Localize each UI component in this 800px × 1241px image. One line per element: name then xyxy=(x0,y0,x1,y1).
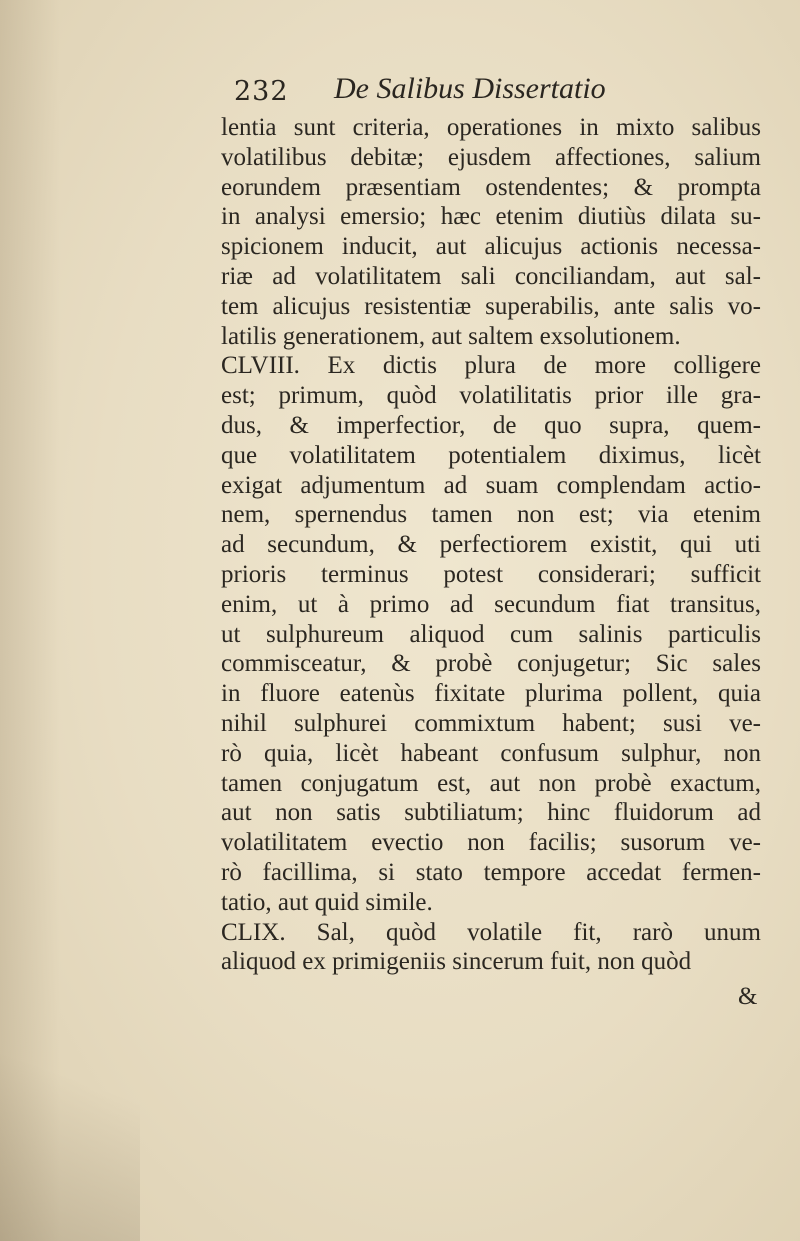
text-line: que volatilitatem potentialem diximus, licèt xyxy=(221,441,761,469)
text-line: tem alicujus resistentiæ superabilis, ante salis vo- xyxy=(221,292,761,320)
text-line: eorundem præsentiam ostendentes; & prompta xyxy=(221,173,761,201)
body-text xyxy=(221,113,761,977)
text-line: spicionem inducit, aut alicujus actionis necessa- xyxy=(221,233,761,261)
text-line: exigat adjumentum ad suam complendam actio- xyxy=(221,471,761,499)
page-number: 232 xyxy=(234,76,289,107)
text-line: prioris terminus potest considerari; sufficit xyxy=(221,560,761,588)
text-line: dus, & imperfectior, de quo supra, quem- xyxy=(221,411,761,439)
text-line: nihil sulphurei commixtum habent; susi ve- xyxy=(221,709,761,737)
text-line: riæ ad volatilitatem sali conciliandam, aut sal- xyxy=(221,262,761,290)
catchword: & xyxy=(738,983,758,1010)
page-corner-shadow xyxy=(0,1021,140,1241)
text-line: rò quia, licèt habeant confusum sulphur, non xyxy=(221,739,761,767)
text-line: enim, ut à primo ad secundum fiat transitus, xyxy=(221,590,761,618)
text-line: CLIX. Sal, quòd volatile fit, rarò unum xyxy=(221,918,761,946)
running-title: De Salibus Dissertatio xyxy=(334,72,606,105)
text-line: lentia sunt criteria, operationes in mixto salibus xyxy=(221,114,761,141)
text-line: in fluore eatenùs fixitate plurima pollent, quia xyxy=(221,680,761,708)
page-header xyxy=(234,72,714,112)
text-line: volatilibus debitæ; ejusdem affectiones, salium xyxy=(221,143,761,171)
text-line: aliquod ex primigeniis sincerum fuit, non quòd xyxy=(221,948,692,976)
text-line: in analysi emersio; hæc etenim diutiùs dilata su- xyxy=(221,203,761,231)
text-line: est; primum, quòd volatilitatis prior ille gra- xyxy=(221,382,761,410)
text-line: aut non satis subtiliatum; hinc fluidorum ad xyxy=(221,799,761,827)
text-line: tamen conjugatum est, aut non probè exactum, xyxy=(221,769,761,797)
text-line: commisceatur, & probè conjugetur; Sic sales xyxy=(221,650,761,678)
text-line: nem, spernendus tamen non est; via etenim xyxy=(221,501,761,529)
text-line: rò facillima, si stato tempore accedat fermen- xyxy=(221,858,761,886)
text-line: CLVIII. Ex dictis plura de more colligere xyxy=(221,352,761,380)
text-line: latilis generationem, aut saltem exsolutionem. xyxy=(221,322,681,350)
text-line: ad secundum, & perfectiorem existit, qui uti xyxy=(221,531,761,559)
text-line: volatilitatem evectio non facilis; susorum ve- xyxy=(221,829,761,857)
text-line: tatio, aut quid simile. xyxy=(221,888,433,916)
text-line: ut sulphureum aliquod cum salinis particulis xyxy=(221,620,761,648)
